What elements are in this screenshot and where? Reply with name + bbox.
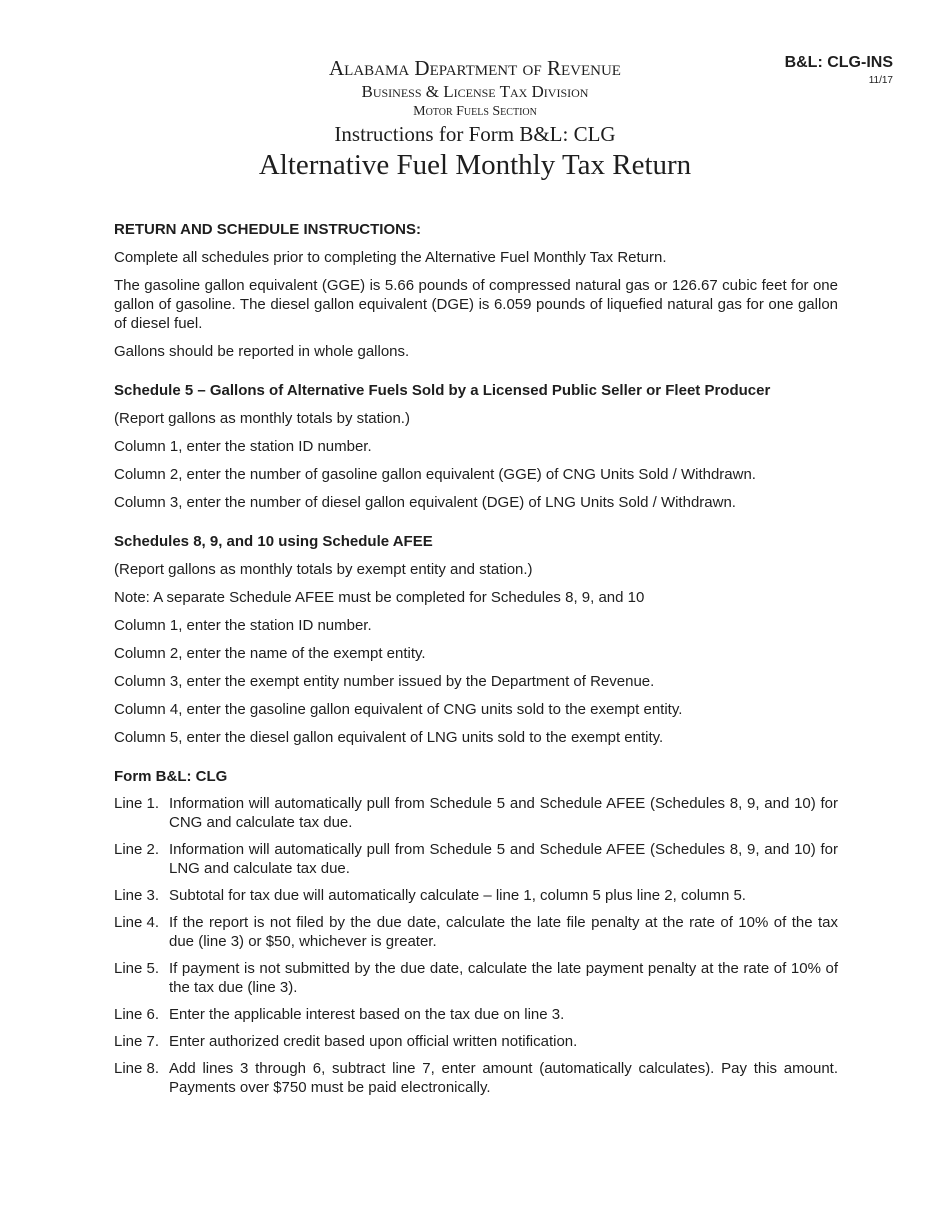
paragraph: Note: A separate Schedule AFEE must be completed for Schedules 8, 9, and 10 — [114, 589, 645, 606]
line-text: Subtotal for tax due will automatically calculate – line 1, column 5 plus line 2, column 5. — [169, 887, 746, 904]
line-item — [114, 959, 838, 997]
line-item — [114, 886, 838, 905]
section-return-schedule — [114, 220, 838, 361]
division-name: Business & License Tax Division — [361, 82, 589, 101]
line-text: Information will automatically pull from Schedule 5 and Schedule AFEE (Schedules 8, 9, and 10) for CNG and calculate tax due. — [169, 795, 838, 831]
line-number: Line 6. — [114, 1006, 160, 1023]
paragraph: Column 3, enter the number of diesel gallon equivalent (DGE) of LNG Units Sold / Withdrawn. — [114, 494, 736, 511]
section-heading: Form B&L: CLG — [114, 768, 228, 785]
paragraph: Column 4, enter the gasoline gallon equivalent of CNG units sold to the exempt entity. — [114, 701, 683, 718]
line-text: Information will automatically pull from Schedule 5 and Schedule AFEE (Schedules 8, 9, and 10) for LNG and calculate tax due. — [169, 841, 838, 877]
paragraph: The gasoline gallon equivalent (GGE) is 5.66 pounds of compressed natural gas or 126.67 cubic feet for one gallon of gasoline. The diesel gallon equivalent (DGE) is 6.059 pounds of liquefied natural gas for one gallon of diesel fuel. — [114, 277, 838, 332]
line-number: Line 1. — [114, 795, 160, 812]
paragraph: Column 5, enter the diesel gallon equivalent of LNG units sold to the exempt entity. — [114, 729, 664, 746]
paragraph: Column 1, enter the station ID number. — [114, 438, 372, 455]
document-body — [114, 220, 838, 1097]
form-revision-date: 11/17 — [868, 75, 893, 86]
line-number: Line 7. — [114, 1033, 160, 1050]
form-title: Alternative Fuel Monthly Tax Return — [258, 149, 692, 181]
paragraph: Complete all schedules prior to completing the Alternative Fuel Monthly Tax Return. — [114, 249, 667, 266]
line-item — [114, 1059, 838, 1097]
paragraph: Column 3, enter the exempt entity number issued by the Department of Revenue. — [114, 673, 655, 690]
line-text: Enter the applicable interest based on the tax due on line 3. — [169, 1006, 565, 1023]
paragraph: Gallons should be reported in whole gallons. — [114, 343, 410, 360]
line-number: Line 5. — [114, 960, 160, 977]
paragraph: Column 2, enter the name of the exempt entity. — [114, 645, 426, 662]
line-text: If payment is not submitted by the due date, calculate the late payment penalty at the rate of 10% of the tax due (line 3). — [169, 960, 838, 996]
department-name: Alabama Department of Revenue — [329, 56, 621, 80]
section-heading: RETURN AND SCHEDULE INSTRUCTIONS: — [114, 221, 421, 238]
instructions-title: Instructions for Form B&L: CLG — [334, 122, 616, 146]
line-number: Line 8. — [114, 1060, 160, 1077]
section-schedules-afee — [114, 532, 838, 747]
line-number: Line 3. — [114, 887, 160, 904]
paragraph: (Report gallons as monthly totals by station.) — [114, 410, 410, 427]
section-heading: Schedule 5 – Gallons of Alternative Fuels Sold by a Licensed Public Seller or Fleet Producer — [114, 382, 771, 399]
paragraph: Column 1, enter the station ID number. — [114, 617, 372, 634]
section-name: Motor Fuels Section — [413, 104, 537, 119]
line-text: Enter authorized credit based upon official written notification. — [169, 1033, 578, 1050]
line-text: Add lines 3 through 6, subtract line 7, enter amount (automatically calculates). Pay this amount. Payments over $750 must be paid electronically. — [169, 1060, 838, 1096]
line-number: Line 4. — [114, 914, 160, 931]
line-text: If the report is not filed by the due date, calculate the late file penalty at the rate of 10% of the tax due (line 3) or $50, whichever is greater. — [169, 914, 838, 950]
section-schedule-5 — [114, 381, 838, 512]
section-form-clg — [114, 767, 838, 1097]
line-number: Line 2. — [114, 841, 160, 858]
line-item — [114, 1032, 838, 1051]
paragraph: Column 2, enter the number of gasoline gallon equivalent (GGE) of CNG Units Sold / Withdrawn. — [114, 466, 756, 483]
line-item — [114, 913, 838, 951]
form-code: B&L: CLG-INS — [784, 54, 893, 71]
paragraph: (Report gallons as monthly totals by exempt entity and station.) — [114, 561, 533, 578]
section-heading: Schedules 8, 9, and 10 using Schedule AFEE — [114, 533, 433, 550]
document-header — [0, 56, 950, 182]
line-item — [114, 1005, 838, 1024]
line-item — [114, 794, 838, 832]
line-item — [114, 840, 838, 878]
